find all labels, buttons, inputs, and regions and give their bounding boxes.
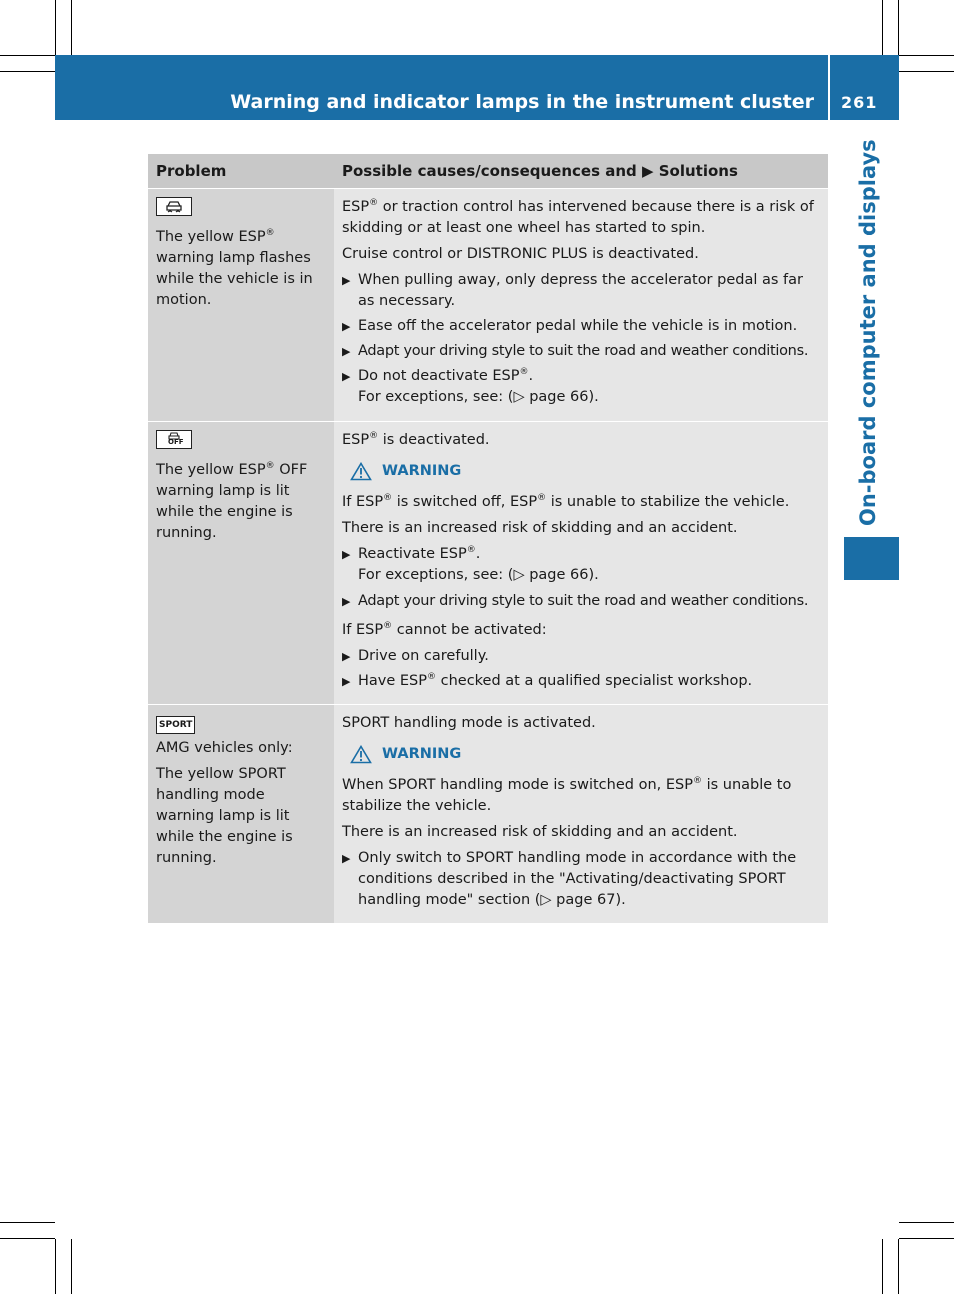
arrow-right-icon: ▶ [342, 675, 351, 688]
crop-mark [898, 1239, 899, 1294]
chapter-tab [844, 537, 899, 580]
solution-cell [334, 189, 828, 422]
solution-cell [334, 705, 828, 924]
esp-off-icon-text: OFF [168, 438, 184, 446]
crop-mark [882, 1239, 883, 1294]
solution-step: ▶ Adapt your driving style to suit the road and weather conditions. [342, 591, 820, 612]
solution-step: ▶ Drive on carefully. [342, 646, 820, 667]
page-number: 261 [841, 93, 878, 112]
warning-text: If ESP® is switched off, ESP® is unable to stabilize the vehicle. [342, 493, 790, 510]
table-header-row [148, 154, 828, 189]
crop-mark [0, 71, 55, 72]
crop-mark [71, 0, 72, 55]
cause-text: ESP® is deactivated. [342, 431, 490, 448]
warning-text: When SPORT handling mode is switched on, ESP® is unable to stabilize the vehicle. [342, 776, 792, 814]
arrow-right-icon: ▶ [342, 650, 351, 663]
solution-step: ▶ Do not deactivate ESP®. [342, 366, 820, 387]
problem-text: The yellow ESP® OFF warning lamp is lit while the engine is running. [156, 461, 308, 541]
solution-step: ▶ Only switch to SPORT handling mode in accordance with the conditions described in the "Activating/deactivating SPORT handling mode" section (▷ page 67). [342, 848, 820, 911]
table-row [148, 705, 828, 924]
arrow-right-icon: ▶ [342, 595, 351, 608]
column-header-solutions: Possible causes/consequences and ▶ Solutions [334, 154, 828, 189]
warning-heading: WARNING [350, 744, 820, 765]
table-row [148, 189, 828, 422]
warning-lamp-table [148, 154, 828, 923]
problem-cell [148, 422, 334, 705]
cause-text: ESP® or traction control has intervened because there is a risk of skidding or at least one wheel has started to spin. [342, 198, 814, 236]
crop-mark [899, 55, 954, 56]
chapter-title: On-board computer and displays [856, 139, 880, 526]
condition-text: If ESP® cannot be activated: [342, 621, 547, 638]
crop-mark [0, 1222, 55, 1223]
crop-mark [71, 1239, 72, 1294]
solution-step: ▶ Adapt your driving style to suit the road and weather conditions. [342, 341, 820, 362]
problem-text: AMG vehicles only: [156, 740, 293, 756]
header-bar [55, 55, 828, 120]
solution-cell [334, 422, 828, 705]
crop-mark [898, 0, 899, 55]
warning-triangle-icon [350, 462, 372, 481]
crop-mark [55, 1239, 56, 1294]
crop-mark [899, 1238, 954, 1239]
arrow-right-icon: ▶ [342, 345, 351, 358]
solution-step: ▶ Ease off the accelerator pedal while the vehicle is in motion. [342, 316, 820, 337]
consequence-text: Cruise control or DISTRONIC PLUS is deactivated. [342, 246, 699, 262]
page-number-box [830, 55, 899, 120]
arrow-right-icon: ▶ [342, 852, 351, 865]
cross-reference[interactable]: For exceptions, see: (▷ page 66). [358, 389, 599, 405]
solution-step: ▶ Have ESP® checked at a qualified specialist workshop. [342, 671, 820, 692]
arrow-right-icon: ▶ [342, 320, 351, 333]
arrow-right-icon: ▶ [342, 370, 351, 383]
chapter-side-title [856, 139, 886, 528]
crop-mark [899, 1222, 954, 1223]
problem-text: The yellow ESP® warning lamp flashes while the vehicle is in motion. [156, 228, 313, 308]
crop-mark [55, 0, 56, 55]
warning-heading: WARNING [350, 461, 820, 482]
sport-icon: SPORT [156, 716, 195, 734]
esp-off-icon [156, 430, 192, 449]
problem-text: The yellow SPORT handling mode warning lamp is lit while the engine is running. [156, 766, 293, 866]
problem-cell [148, 189, 334, 422]
crop-mark [0, 1238, 55, 1239]
page-title: Warning and indicator lamps in the instrument cluster [230, 91, 814, 113]
cause-text: SPORT handling mode is activated. [342, 715, 596, 731]
crop-mark [882, 0, 883, 55]
esp-skid-car-icon [156, 197, 192, 216]
problem-cell [148, 705, 334, 924]
solution-step: ▶ Reactivate ESP®. [342, 544, 820, 565]
crop-mark [899, 71, 954, 72]
crop-mark [0, 55, 55, 56]
warning-triangle-icon [350, 745, 372, 764]
cross-reference[interactable]: For exceptions, see: (▷ page 66). [358, 567, 599, 583]
table-row [148, 422, 828, 705]
arrow-right-icon: ▶ [342, 548, 351, 561]
column-header-problem: Problem [148, 154, 334, 189]
warning-text: There is an increased risk of skidding and an accident. [342, 824, 738, 840]
arrow-right-icon: ▶ [342, 274, 351, 287]
warning-text: There is an increased risk of skidding and an accident. [342, 520, 738, 536]
solution-step: ▶ When pulling away, only depress the accelerator pedal as far as necessary. [342, 270, 820, 312]
